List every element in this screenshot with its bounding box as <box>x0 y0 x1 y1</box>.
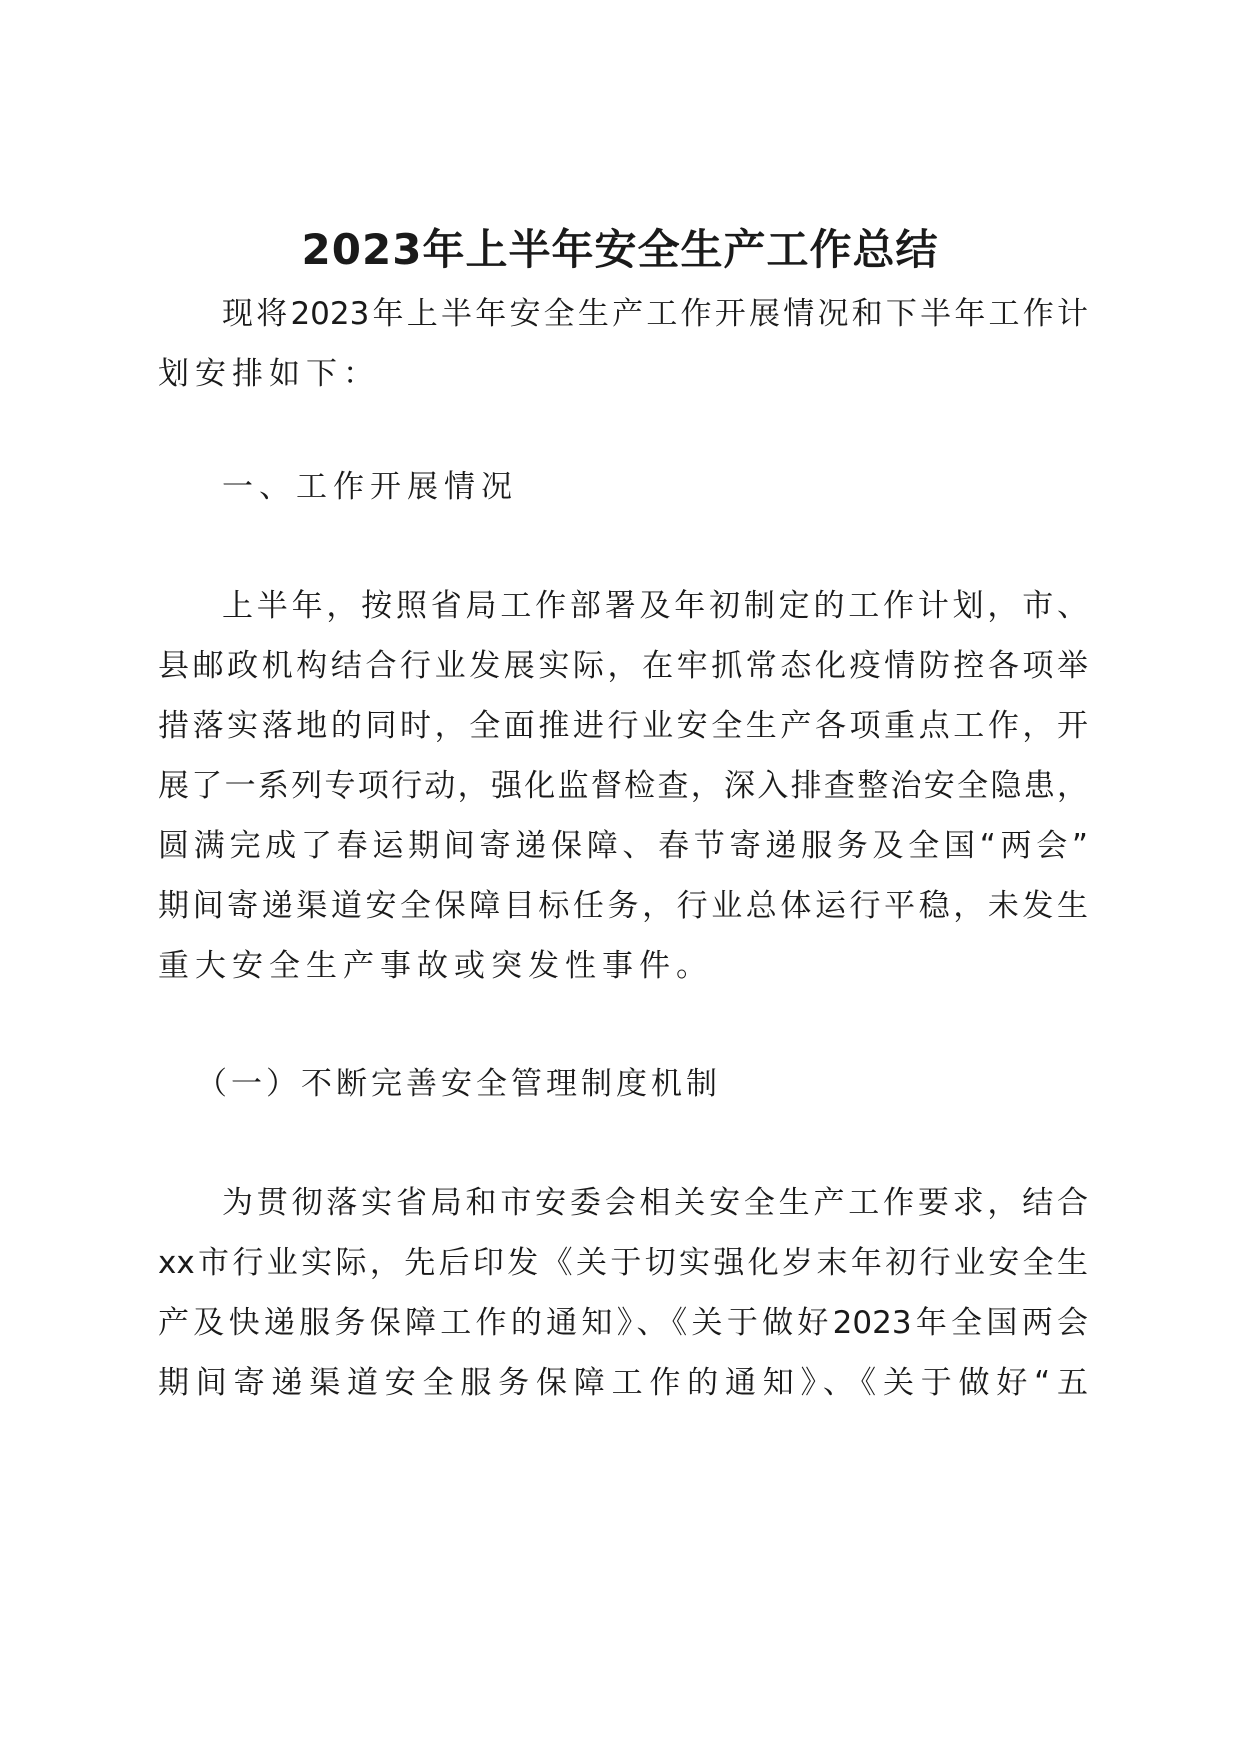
intro-line: 现将2023年上半年安全生产工作开展情况和下半年工作计 <box>222 296 1088 332</box>
subsection-heading: （一）不断完善安全管理制度机制 <box>196 1066 721 1102</box>
paragraph-line: 期间寄递渠道安全保障目标任务，行业总体运行平稳，未发生 <box>158 888 1088 924</box>
paragraph-line: xx市行业实际，先后印发《关于切实强化岁末年初行业安全生 <box>158 1245 1088 1281</box>
section-heading: 一、工作开展情况 <box>222 469 518 505</box>
paragraph-line: 县邮政机构结合行业发展实际，在牢抓常态化疫情防控各项举 <box>158 648 1088 684</box>
intro-line: 划安排如下： <box>158 356 380 392</box>
paragraph-line: 期间寄递渠道安全服务保障工作的通知》、《关于做好“五 <box>158 1365 1088 1401</box>
paragraph-line: 上半年，按照省局工作部署及年初制定的工作计划，市、 <box>222 588 1088 624</box>
paragraph-line: 展了一系列专项行动，强化监督检查，深入排查整治安全隐患， <box>158 768 1088 804</box>
paragraph-line: 为贯彻落实省局和市安委会相关安全生产工作要求，结合 <box>222 1185 1088 1221</box>
paragraph-line: 圆满完成了春运期间寄递保障、春节寄递服务及全国“两会” <box>158 828 1088 864</box>
paragraph-line: 措落实落地的同时，全面推进行业安全生产各项重点工作，开 <box>158 708 1088 744</box>
paragraph-line: 产及快递服务保障工作的通知》、《关于做好2023年全国两会 <box>158 1305 1088 1341</box>
document-title: 2023年上半年安全生产工作总结 <box>301 225 939 274</box>
paragraph-line: 重大安全生产事故或突发性事件。 <box>158 948 713 984</box>
